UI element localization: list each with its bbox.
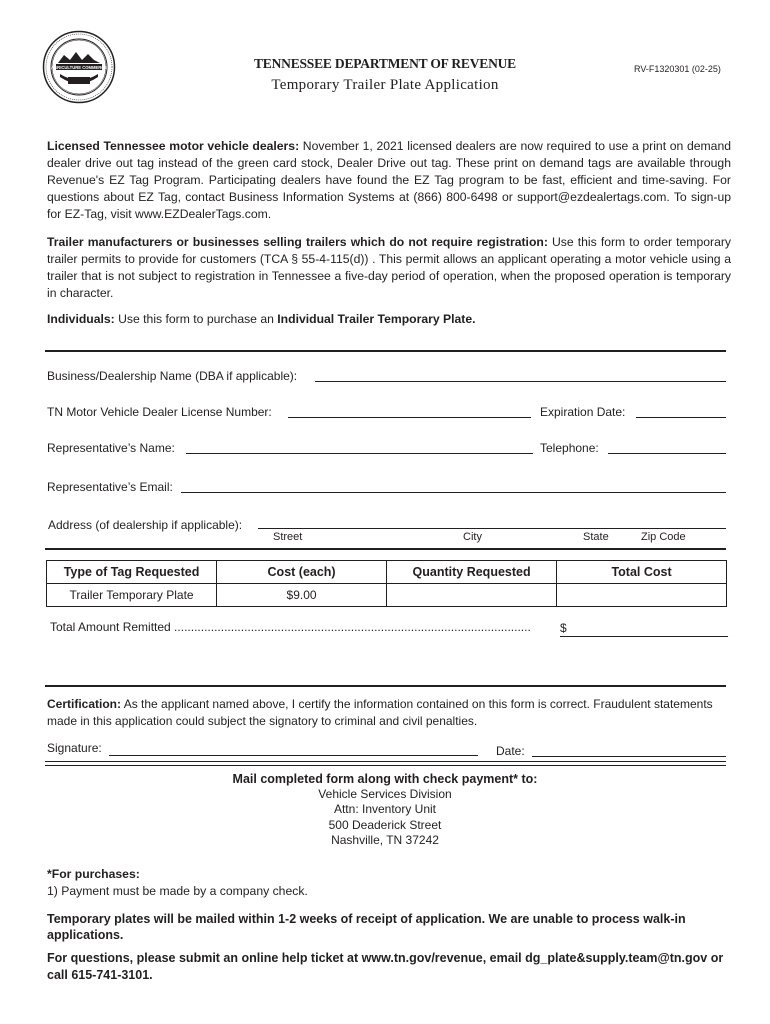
form-title: Temporary Trailer Plate Application bbox=[271, 77, 499, 93]
total-remitted-field[interactable] bbox=[560, 636, 728, 637]
trailer-text: Use this form to order temporary trailer permits to provide for customers (TCA § 55-4-115(d)) . This permit allows an applicant operating a motor vehicle using a trailer that is not subject to registration in Tennessee a five-day period of operation, when the proposed operation is temporary in character. bbox=[47, 235, 731, 300]
street-caption: Street bbox=[273, 531, 303, 543]
individuals-text: Use this form to purchase an bbox=[114, 312, 278, 326]
department-name: TENNESSEE DEPARTMENT OF REVENUE bbox=[253, 56, 516, 71]
tag-type-cell: Trailer Temporary Plate bbox=[47, 584, 217, 607]
dealers-text: November 1, 2021 licensed dealers are now required to use a print on demand dealer drive out tag instead of the green card stock, Dealer Drive out tag. These print on demand tags are available through Revenue's EZ Tag Program. Participating dealers have found the EZ Tag program to be fast, efficient and time-saving. For questions about EZ Tag, contact Business Information Systems at (866) 800-6498 or support@ezdealertags.com. To sign-up for EZ-Tag, visit www.EZDealerTags.com. bbox=[47, 139, 731, 221]
section-divider-double bbox=[45, 761, 726, 766]
table-header: Quantity Requested bbox=[387, 561, 557, 584]
table-header: Type of Tag Requested bbox=[47, 561, 217, 584]
license-number-label: TN Motor Vehicle Dealer License Number: bbox=[47, 405, 272, 419]
quantity-cell[interactable] bbox=[387, 584, 557, 607]
city-caption: City bbox=[463, 531, 482, 543]
dealers-heading: Licensed Tennessee motor vehicle dealers: bbox=[47, 139, 300, 153]
table-row bbox=[47, 584, 727, 607]
purchases-item: 1) Payment must be made by a company check. bbox=[47, 884, 308, 898]
mail-line-1: Vehicle Services Division bbox=[318, 787, 452, 801]
expiration-date-label: Expiration Date: bbox=[540, 405, 626, 419]
form-number: RV-F1320301 (02-25) bbox=[634, 64, 721, 74]
certification-text: As the applicant named above, I certify the information contained on this form is correct. Fraudulent statements made in this application could subject the signatory to criminal and civil penalties. bbox=[47, 697, 713, 728]
individuals-heading: Individuals: bbox=[47, 312, 115, 326]
mail-line-3: 500 Deaderick Street bbox=[328, 818, 442, 832]
telephone-label: Telephone: bbox=[540, 441, 599, 455]
rep-email-field[interactable] bbox=[181, 492, 726, 493]
business-name-label: Business/Dealership Name (DBA if applicable): bbox=[47, 369, 298, 383]
certification-heading: Certification: bbox=[47, 697, 122, 711]
trailer-heading: Trailer manufacturers or businesses selling trailers which do not require registration: bbox=[47, 235, 548, 249]
certification-paragraph bbox=[47, 696, 731, 730]
individuals-bold: Individual Trailer Temporary Plate. bbox=[277, 312, 476, 326]
table-header: Cost (each) bbox=[217, 561, 387, 584]
dealers-paragraph bbox=[47, 138, 731, 223]
total-cost-cell[interactable] bbox=[557, 584, 727, 607]
tag-order-table bbox=[46, 560, 727, 607]
trailer-paragraph bbox=[47, 234, 731, 302]
date-label: Date: bbox=[496, 744, 525, 758]
signature-label: Signature: bbox=[47, 741, 102, 755]
cost-cell: $9.00 bbox=[217, 584, 387, 607]
date-field[interactable] bbox=[532, 756, 726, 757]
section-divider bbox=[45, 350, 726, 352]
questions-note: For questions, please submit an online help ticket at www.tn.gov/revenue, email dg_plate&supply.team@tn.gov or call 615-741-3101. bbox=[47, 951, 724, 982]
total-currency: $ bbox=[560, 621, 567, 635]
address-label: Address (of dealership if applicable): bbox=[48, 518, 243, 532]
rep-name-label: Representative’s Name: bbox=[47, 441, 175, 455]
mail-line-2: Attn: Inventory Unit bbox=[333, 802, 437, 816]
rep-email-label: Representative’s Email: bbox=[47, 480, 173, 494]
svg-text:AGRICULTURE COMMERCE: AGRICULTURE COMMERCE bbox=[50, 65, 108, 70]
purchases-heading: *For purchases: bbox=[47, 867, 140, 881]
business-name-field[interactable] bbox=[315, 381, 726, 382]
mail-heading: Mail completed form along with check payment* to: bbox=[232, 772, 538, 786]
telephone-field[interactable] bbox=[608, 453, 726, 454]
signature-field[interactable] bbox=[109, 755, 478, 756]
zip-caption: Zip Code bbox=[641, 531, 686, 543]
section-divider-2 bbox=[45, 548, 726, 550]
table-header: Total Cost bbox=[557, 561, 727, 584]
mailing-note: Temporary plates will be mailed within 1-2 weeks of receipt of application. We are unable to process walk-in applications. bbox=[47, 912, 686, 942]
total-remitted-label: Total Amount Remitted ........................................................................................................... bbox=[50, 620, 531, 634]
license-number-field[interactable] bbox=[288, 417, 531, 418]
table-header-row bbox=[47, 561, 727, 584]
state-caption: State bbox=[583, 531, 609, 543]
expiration-date-field[interactable] bbox=[636, 417, 726, 418]
mail-line-4: Nashville, TN 37242 bbox=[331, 833, 439, 847]
individuals-paragraph bbox=[47, 311, 731, 328]
rep-name-field[interactable] bbox=[186, 453, 533, 454]
address-field[interactable] bbox=[258, 528, 726, 529]
section-divider-3 bbox=[45, 685, 726, 687]
